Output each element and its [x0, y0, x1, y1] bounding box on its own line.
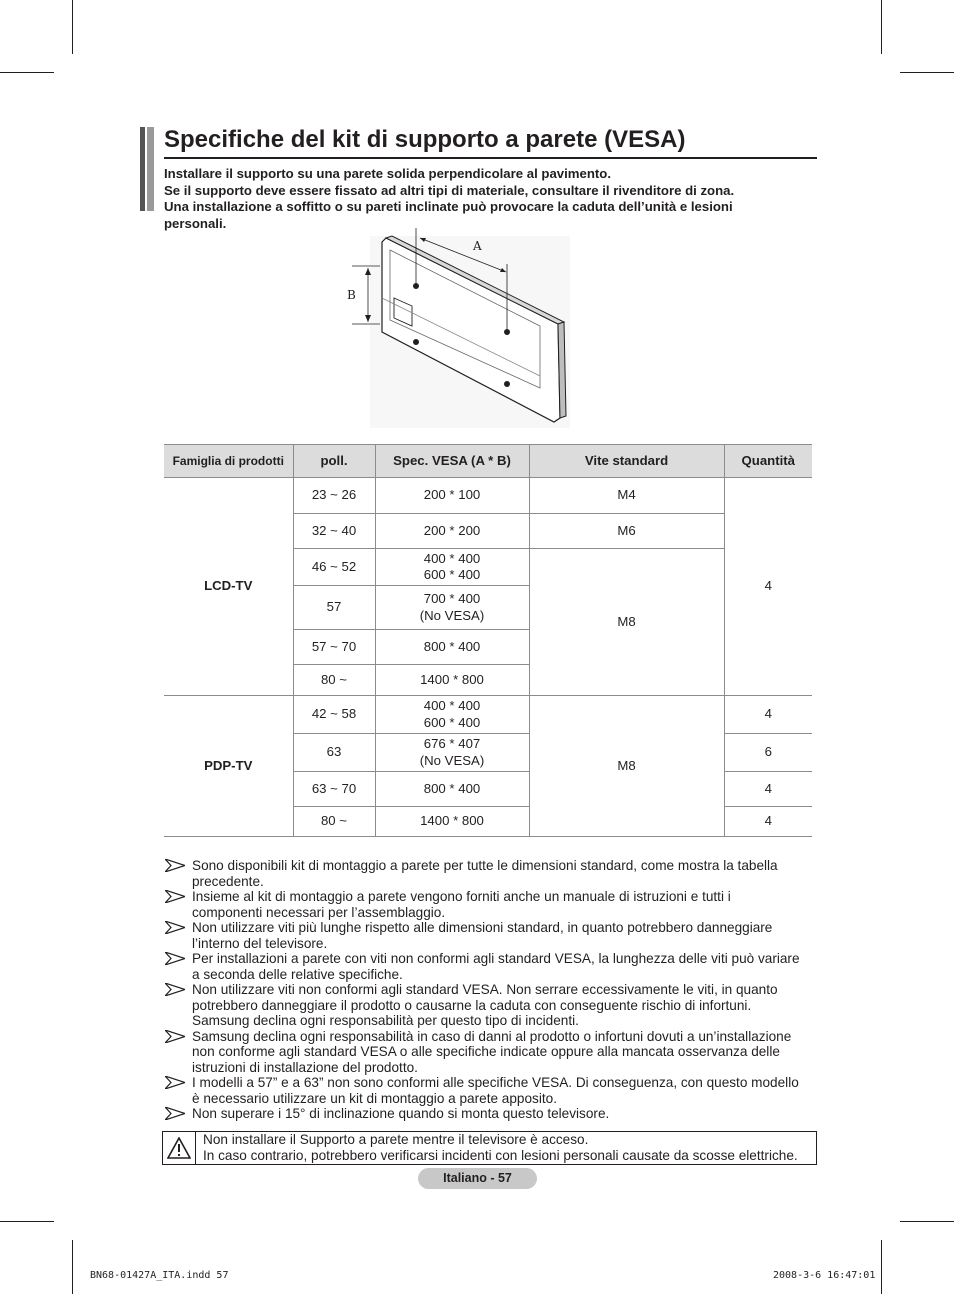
note-line: è necessario utilizzare un kit di montaggio a parete apposito.: [192, 1090, 557, 1106]
note-item: [164, 951, 820, 982]
figure-label-a: A: [473, 239, 482, 253]
table-row: [164, 696, 812, 734]
note-item: [164, 1029, 820, 1076]
family-cell: LCD-TV: [164, 478, 293, 696]
vesa-cell: 700 * 400 (No VESA): [375, 586, 529, 630]
crop-mark: [900, 72, 954, 73]
inch-cell: 32 ~ 40: [293, 514, 375, 549]
note-line: componenti necessari per l’assemblaggio.: [192, 904, 446, 920]
note-item: [164, 858, 820, 889]
note-item: [164, 920, 820, 951]
figure-label-b: B: [347, 288, 356, 302]
table-header-row: [164, 445, 812, 478]
intro-line: personali.: [164, 216, 227, 232]
note-item: [164, 889, 820, 920]
footer-file-info: BN68-01427A_ITA.indd 57: [90, 1270, 229, 1281]
note-line: Sono disponibili kit di montaggio a parete per tutte le dimensioni standard, come mostra la tabella: [192, 858, 778, 873]
qty-cell: 4: [724, 772, 812, 807]
vesa-hole: [504, 381, 510, 387]
note-line: istruzioni di installazione del prodotto.: [192, 1059, 418, 1075]
pointer-arrow-icon: [165, 983, 185, 996]
note-line: Samsung declina ogni responsabilità per questo tipo di incidenti.: [192, 1013, 579, 1028]
pointer-arrow-icon: [165, 952, 185, 965]
note-item: [164, 1106, 820, 1122]
qty-cell: 4: [724, 696, 812, 734]
inch-cell: 63: [293, 734, 375, 772]
inch-cell: 57: [293, 586, 375, 630]
vesa-cell: 676 * 407 (No VESA): [375, 734, 529, 772]
screw-cell: M4: [529, 478, 724, 514]
note-line: Non utilizzare viti non conformi agli standard VESA. Non serrare eccessivamente le viti, in quanto: [192, 982, 778, 997]
crop-mark: [72, 1240, 73, 1294]
note-line: potrebbero danneggiare il prodotto o causarne la caduta con conseguente rischio di infortuni.: [192, 997, 752, 1013]
note-line: Non utilizzare viti più lunghe rispetto alle dimensioni standard, in quanto potrebbero danneggiare: [192, 920, 773, 935]
note-item: [164, 1075, 820, 1106]
note-line: Samsung declina ogni responsabilità in caso di danni al prodotto o infortuni dovuti a un’installazione: [192, 1028, 792, 1044]
intro-line: Una installazione a soffitto o su pareti inclinate può provocare la caduta dell’unità e lesioni: [164, 199, 733, 215]
intro-line: Installare il supporto su una parete solida perpendicolare al pavimento.: [164, 166, 612, 181]
note-line: I modelli a 57” e a 63” non sono conformi alle specifiche VESA. Di conseguenza, con questo modello: [192, 1075, 799, 1090]
crop-mark: [0, 1221, 54, 1222]
inch-cell: 80 ~: [293, 665, 375, 696]
vesa-cell: 1400 * 800: [375, 665, 529, 696]
note-line: Insieme al kit di montaggio a parete vengono forniti anche un manuale di istruzioni e tutti i: [192, 889, 731, 904]
page-number-badge: Italiano - 57: [418, 1168, 537, 1189]
warning-box: [162, 1131, 817, 1165]
screw-cell: M6: [529, 514, 724, 549]
pointer-arrow-icon: [165, 859, 185, 872]
note-line: l’interno del televisore.: [192, 935, 328, 951]
note-line: non conforme agli standard VESA o alle specifiche indicate oppure alla mancata osservanza delle: [192, 1044, 780, 1059]
warning-line: In caso contrario, potrebbero verificarsi incidenti con lesioni personali causate da scosse elettriche.: [203, 1148, 798, 1163]
screw-cell: M8: [529, 696, 724, 837]
page-title: Specifiche del kit di supporto a parete (VESA): [164, 123, 817, 159]
pointer-arrow-icon: [165, 1076, 185, 1089]
vesa-spec-table: [164, 444, 812, 837]
caution-triangle-icon: [163, 1132, 196, 1164]
header-vesa: Spec. VESA (A * B): [375, 445, 529, 478]
inch-cell: 23 ~ 26: [293, 478, 375, 514]
inch-cell: 63 ~ 70: [293, 772, 375, 807]
note-line: precedente.: [192, 873, 264, 889]
vesa-cell: 800 * 400: [375, 630, 529, 665]
vesa-cell: 200 * 100: [375, 478, 529, 514]
header-qty: Quantità: [724, 445, 812, 478]
crop-mark: [0, 72, 54, 73]
intro-text: [164, 166, 804, 233]
pointer-arrow-icon: [165, 890, 185, 903]
footer-date-info: 2008-3-6 16:47:01: [773, 1270, 876, 1281]
vesa-hole: [413, 339, 419, 345]
vesa-cell: 400 * 400 600 * 400: [375, 549, 529, 586]
header-inch: poll.: [293, 445, 375, 478]
pointer-arrow-icon: [165, 1030, 185, 1043]
pointer-arrow-icon: [165, 1107, 185, 1120]
vesa-cell: 800 * 400: [375, 772, 529, 807]
inch-cell: 46 ~ 52: [293, 549, 375, 586]
crop-mark: [881, 0, 882, 54]
header-screw: Vite standard: [529, 445, 724, 478]
header-family: Famiglia di prodotti: [164, 445, 293, 478]
qty-cell: 4: [724, 807, 812, 837]
intro-line: Se il supporto deve essere fissato ad altri tipi di materiale, consultare il rivenditore di zona.: [164, 182, 735, 198]
notes-list: [164, 858, 820, 1122]
inch-cell: 57 ~ 70: [293, 630, 375, 665]
crop-mark: [72, 0, 73, 54]
inch-cell: 80 ~: [293, 807, 375, 837]
warning-line: Non installare il Supporto a parete mentre il televisore è acceso.: [203, 1132, 589, 1147]
table-row: [164, 478, 812, 514]
title-accent-bar: [140, 127, 154, 211]
vesa-cell: 400 * 400 600 * 400: [375, 696, 529, 734]
crop-mark: [881, 1240, 882, 1294]
vesa-cell: 1400 * 800: [375, 807, 529, 837]
note-line: Non superare i 15° di inclinazione quando si monta questo televisore.: [192, 1106, 610, 1121]
tv-rear-vesa-figure: [340, 228, 580, 428]
vesa-cell: 200 * 200: [375, 514, 529, 549]
crop-mark: [900, 1221, 954, 1222]
note-item: [164, 982, 820, 1029]
note-line: a seconda delle relative specifiche.: [192, 966, 403, 982]
inch-cell: 42 ~ 58: [293, 696, 375, 734]
family-cell: PDP-TV: [164, 696, 293, 837]
screw-cell: M8: [529, 549, 724, 696]
qty-cell: 6: [724, 734, 812, 772]
note-line: Per installazioni a parete con viti non conformi agli standard VESA, la lunghezza delle viti può variare: [192, 951, 800, 966]
pointer-arrow-icon: [165, 921, 185, 934]
qty-cell: 4: [724, 478, 812, 696]
